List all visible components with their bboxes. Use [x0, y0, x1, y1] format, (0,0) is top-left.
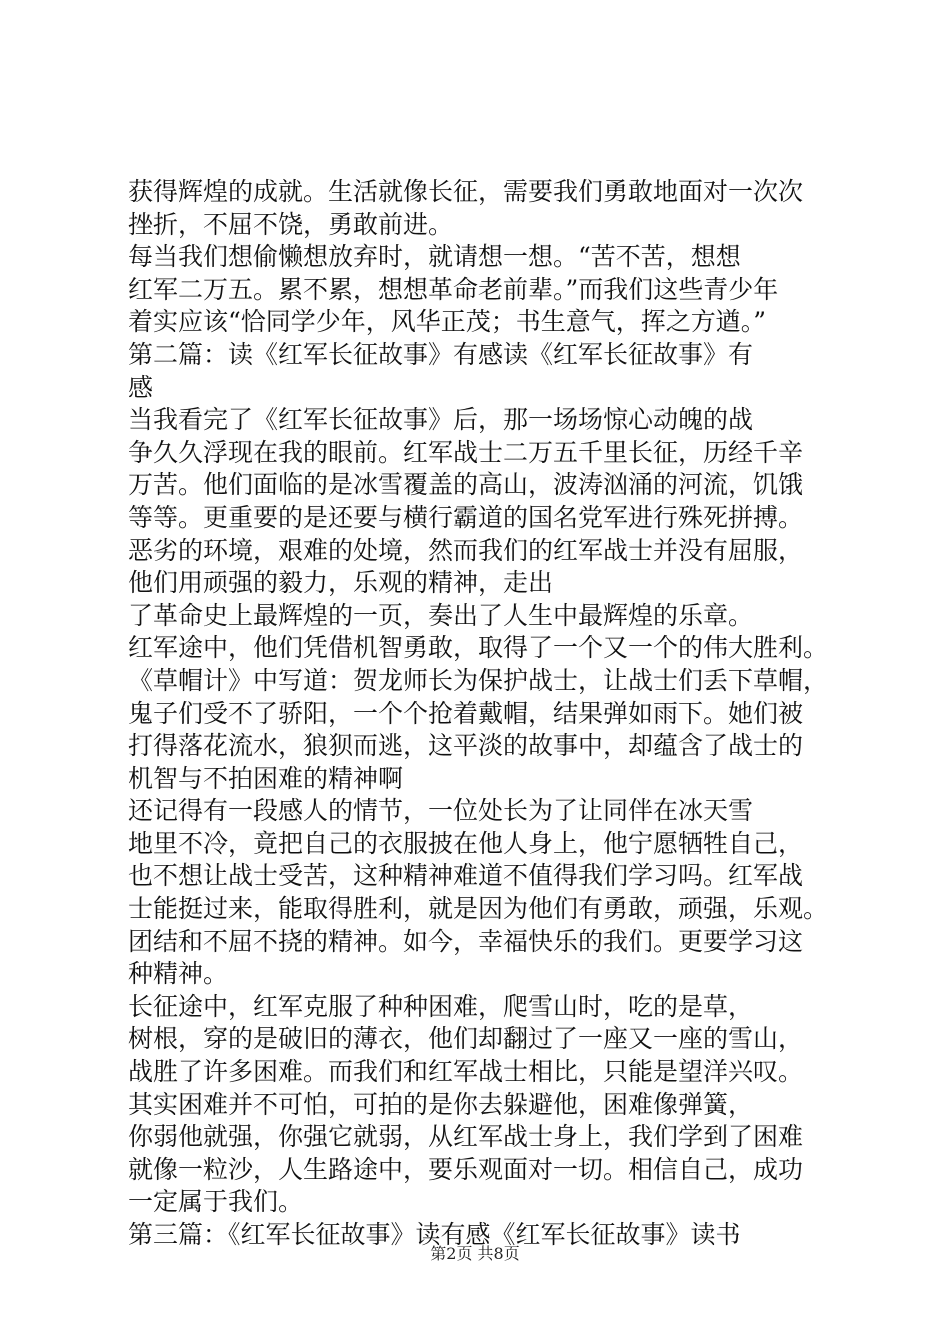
- text-line: 机智与不拍困难的精神啊: [128, 763, 404, 793]
- text-line: 着实应该“恰同学少年，风华正茂；书生意气，挥之方遒。”: [128, 307, 767, 337]
- page-footer: 第2页 共8页: [430, 1244, 520, 1263]
- text-line: 地里不冷，竟把自己的衣服披在他人身上，他宁愿牺牲自己，: [128, 828, 804, 858]
- text-line: 鬼子们受不了骄阳，一个个抢着戴帽，结果弹如雨下。她们被: [128, 698, 804, 728]
- text-line: 你弱他就强，你强它就弱，从红军战士身上，我们学到了困难: [128, 1122, 804, 1152]
- text-line: 第二篇：读《红军长征故事》有感读《红军长征故事》有: [128, 339, 754, 369]
- text-line: 树根，穿的是破旧的薄衣，他们却翻过了一座又一座的雪山，: [128, 1024, 804, 1054]
- text-line: 当我看完了《红军长征故事》后，那一场场惊心动魄的战: [128, 405, 754, 435]
- text-line: 了革命史上最辉煌的一页，奏出了人生中最辉煌的乐章。: [128, 600, 754, 630]
- text-line: 他们用顽强的毅力，乐观的精神，走出: [128, 568, 554, 598]
- text-line: 其实困难并不可怕，可拍的是你去躲避他，困难像弹簧，: [128, 1089, 754, 1119]
- text-line: 挫折，不屈不饶，勇敢前进。: [128, 209, 454, 239]
- text-line: 打得落花流水，狼狈而逃，这平淡的故事中，却蕴含了战士的: [128, 731, 804, 761]
- text-line: 一定属于我们。: [128, 1187, 304, 1217]
- text-line: 战胜了许多困难。而我们和红军战士相比，只能是望洋兴叹。: [128, 1057, 804, 1087]
- text-line: 等等。更重要的是还要与横行霸道的国名党军进行殊死拼搏。: [128, 502, 804, 532]
- text-line: 万苦。他们面临的是冰雪覆盖的高山，波涛汹涌的河流，饥饿: [128, 470, 804, 500]
- text-line: 长征途中，红军克服了种种困难，爬雪山时，吃的是草，: [128, 991, 754, 1021]
- text-line: 《草帽计》中写道：贺龙师长为保护战士，让战士们丢下草帽，: [128, 665, 829, 695]
- text-line: 士能挺过来，能取得胜利，就是因为他们有勇敢，顽强，乐观。: [128, 894, 829, 924]
- text-line: 红军途中，他们凭借机智勇敢，取得了一个又一个的伟大胜利。: [128, 633, 829, 663]
- text-line: 获得辉煌的成就。生活就像长征，需要我们勇敢地面对一次次: [128, 177, 804, 206]
- text-line: 恶劣的环境，艰难的处境，然而我们的红军战士并没有屈服，: [128, 535, 804, 565]
- text-line: 争久久浮现在我的眼前。红军战士二万五千里长征，历经千辛: [128, 437, 804, 467]
- text-line: 就像一粒沙，人生路途中，要乐观面对一切。相信自己，成功: [128, 1154, 804, 1184]
- document-body: [128, 176, 832, 1252]
- text-line: 也不想让战士受苦，这种精神难道不值得我们学习吗。红军战: [128, 861, 804, 891]
- text-line: 感: [128, 372, 154, 402]
- text-line: 还记得有一段感人的情节，一位处长为了让同伴在冰天雪: [128, 796, 754, 826]
- text-line: 第三篇：《红军长征故事》读有感《红军长征故事》读书: [128, 1220, 741, 1249]
- text-line: 种精神。: [128, 959, 229, 989]
- text-line: 团结和不屈不挠的精神。如今，幸福快乐的我们。更要学习这: [128, 926, 804, 956]
- text-line: 每当我们想偷懒想放弃时，就请想一想。“苦不苦，想想: [128, 242, 741, 272]
- text-line: 红军二万五。累不累，想想革命老前辈。”而我们这些青少年: [128, 274, 779, 304]
